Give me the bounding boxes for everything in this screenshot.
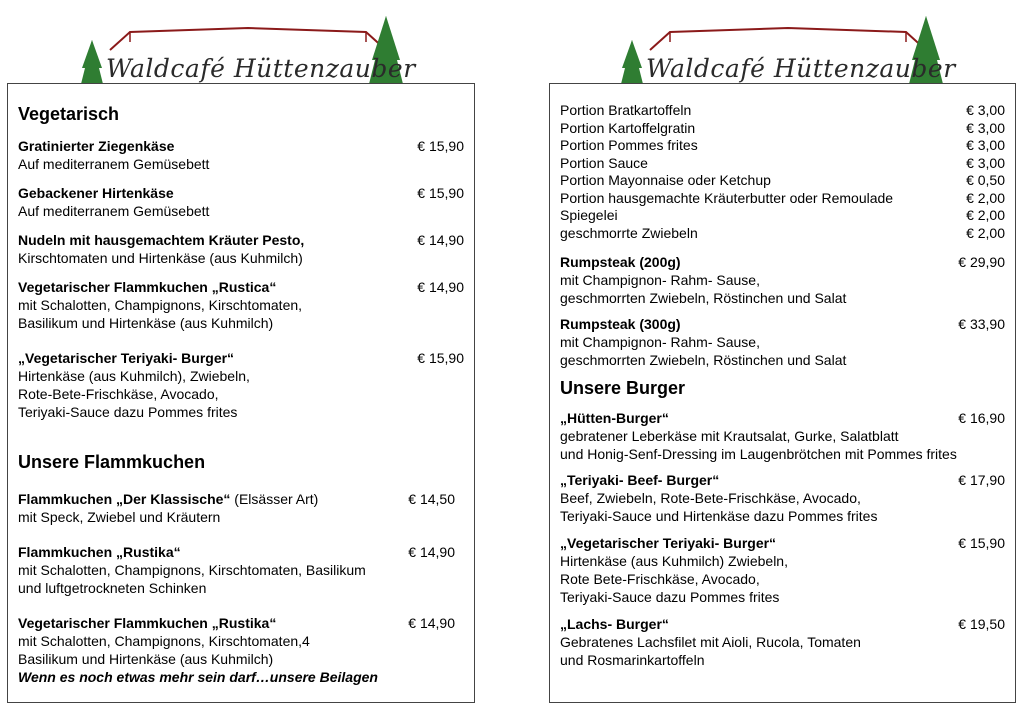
menu-item	[18, 137, 464, 173]
item-name: Gratinierter Ziegenkäse	[18, 138, 175, 154]
side-item	[560, 102, 1005, 120]
side-name: Portion hausgemachte Kräuterbutter oder Remoulade	[560, 189, 894, 206]
item-price: € 16,90	[958, 410, 1005, 426]
item-desc: mit Champignon- Rahm- Sause,	[560, 272, 760, 288]
item-desc: Rote Bete-Frischkäse, Avocado,	[560, 571, 760, 587]
side-item	[560, 155, 1005, 173]
item-desc: mit Schalotten, Champignons, Kirschtomaten,	[18, 297, 303, 313]
item-price: € 15,90	[417, 138, 464, 154]
menu-item	[18, 490, 464, 526]
menu-item	[560, 253, 1005, 307]
item-price: € 15,90	[417, 185, 464, 201]
item-name: „Lachs- Burger“	[560, 616, 669, 632]
menu-item	[560, 471, 1005, 525]
side-price: € 2,00	[966, 207, 1005, 223]
section-title-flammkuchen: Unsere Flammkuchen	[18, 452, 206, 472]
item-desc: und Honig-Senf-Dressing im Laugenbrötchen mit Pommes frites	[560, 446, 957, 462]
item-price: € 15,90	[417, 350, 464, 366]
item-name: Vegetarischer Flammkuchen „Rustica“	[18, 279, 277, 295]
menu-item	[18, 231, 464, 267]
item-desc: Basilikum und Hirtenkäse (aus Kuhmilch)	[18, 651, 274, 667]
menu-item	[560, 409, 1005, 463]
item-price: € 15,90	[958, 535, 1005, 551]
item-desc: mit Schalotten, Champignons, Kirschtomaten, Basilikum	[18, 562, 366, 578]
sides-teaser: Wenn es noch etwas mehr sein darf…unsere Beilagen	[18, 669, 378, 685]
side-name: Portion Sauce	[560, 154, 648, 171]
item-desc: und Rosmarinkartoffeln	[560, 652, 705, 668]
item-desc: geschmorrten Zwiebeln, Röstinchen und Salat	[560, 352, 847, 368]
item-desc: Kirschtomaten und Hirtenkäse (aus Kuhmilch)	[18, 250, 303, 266]
item-desc: gebratener Leberkäse mit Krautsalat, Gurke, Salatblatt	[560, 428, 899, 444]
side-item	[560, 225, 1005, 243]
item-desc: Hirtenkäse (aus Kuhmilch), Zwiebeln,	[18, 368, 250, 384]
menu-item	[18, 614, 464, 668]
item-name-text: Flammkuchen „Der Klassische“	[18, 491, 231, 507]
item-price: € 14,50	[408, 491, 455, 507]
item-desc: Auf mediterranem Gemüsebett	[18, 203, 210, 219]
item-price: € 14,90	[408, 615, 455, 631]
item-price: € 29,90	[958, 254, 1005, 270]
side-name: Spiegelei	[560, 207, 618, 223]
item-name: Rumpsteak (200g)	[560, 254, 681, 270]
section-title-burger: Unsere Burger	[560, 378, 686, 398]
menu-item	[18, 278, 464, 332]
item-desc: Beef, Zwiebeln, Rote-Bete-Frischkäse, Avocado,	[560, 490, 861, 506]
side-name: Portion Mayonnaise oder Ketchup	[560, 172, 771, 188]
menu-item	[560, 534, 1005, 606]
item-name: Vegetarischer Flammkuchen „Rustika“	[18, 615, 277, 631]
logo	[78, 10, 416, 92]
item-price: € 17,90	[958, 472, 1005, 488]
logo-title: Waldcafé Hüttenzauber	[106, 54, 416, 83]
item-name	[18, 490, 464, 508]
item-price: € 14,90	[408, 544, 455, 560]
item-desc: Hirtenkäse (aus Kuhmilch) Zwiebeln,	[560, 553, 788, 569]
item-name: Rumpsteak (300g)	[560, 316, 681, 332]
side-price: € 0,50	[966, 172, 1005, 188]
menu-item	[18, 184, 464, 220]
side-name: geschmorrte Zwiebeln	[560, 224, 698, 241]
item-desc: Gebratenes Lachsfilet mit Aioli, Rucola, Tomaten	[560, 634, 861, 650]
item-desc: mit Speck, Zwiebel und Kräutern	[18, 509, 221, 525]
side-price: € 3,00	[966, 154, 1005, 171]
item-desc: Teriyaki-Sauce und Hirtenkäse dazu Pommes frites	[560, 508, 878, 524]
menu-item	[560, 615, 1005, 669]
menu-item	[18, 349, 464, 421]
menu-page-left	[7, 83, 475, 703]
side-item	[560, 137, 1005, 155]
item-name: Gebackener Hirtenkäse	[18, 185, 174, 201]
side-price: € 2,00	[966, 224, 1005, 241]
item-price: € 33,90	[958, 316, 1005, 332]
item-price: € 19,50	[958, 616, 1005, 632]
item-name: „Vegetarischer Teriyaki- Burger“	[18, 350, 235, 366]
item-price: € 14,90	[417, 232, 464, 248]
side-price: € 3,00	[966, 102, 1005, 118]
side-price: € 3,00	[966, 137, 1005, 153]
item-name: Nudeln mit hausgemachtem Kräuter Pesto,	[18, 232, 305, 248]
item-name-note: (Elsässer Art)	[230, 491, 319, 507]
side-item	[560, 190, 1005, 208]
side-price: € 3,00	[966, 119, 1005, 136]
side-name: Portion Pommes frites	[560, 137, 698, 153]
side-item	[560, 120, 1005, 138]
item-desc: geschmorrten Zwiebeln, Röstinchen und Salat	[560, 290, 847, 306]
item-name: „Vegetarischer Teriyaki- Burger“	[560, 535, 777, 551]
item-name: Flammkuchen „Rustika“	[18, 544, 181, 560]
item-name: „Hütten-Burger“	[560, 410, 669, 426]
item-desc: Rote-Bete-Frischkäse, Avocado,	[18, 386, 219, 402]
item-desc: Basilikum und Hirtenkäse (aus Kuhmilch)	[18, 315, 274, 331]
menu-item	[560, 315, 1005, 369]
side-name: Portion Bratkartoffeln	[560, 102, 692, 118]
item-desc: Teriyaki-Sauce dazu Pommes frites	[560, 589, 780, 605]
logo-title: Waldcafé Hüttenzauber	[646, 54, 956, 83]
menu-item	[18, 543, 464, 597]
item-price: € 14,90	[417, 279, 464, 295]
item-desc: Auf mediterranem Gemüsebett	[18, 156, 210, 172]
item-name: „Teriyaki- Beef- Burger“	[560, 472, 720, 488]
side-item	[560, 207, 1005, 225]
logo	[618, 10, 956, 92]
side-item	[560, 172, 1005, 190]
side-price: € 2,00	[966, 189, 1005, 206]
side-name: Portion Kartoffelgratin	[560, 119, 696, 136]
item-desc: mit Champignon- Rahm- Sause,	[560, 334, 760, 350]
item-desc: und luftgetrockneten Schinken	[18, 580, 207, 596]
item-desc: Teriyaki-Sauce dazu Pommes frites	[18, 404, 238, 420]
item-desc: mit Schalotten, Champignons, Kirschtomaten,4	[18, 633, 310, 649]
menu-page-right	[549, 83, 1016, 703]
section-title-vegetarian: Vegetarisch	[18, 104, 120, 124]
